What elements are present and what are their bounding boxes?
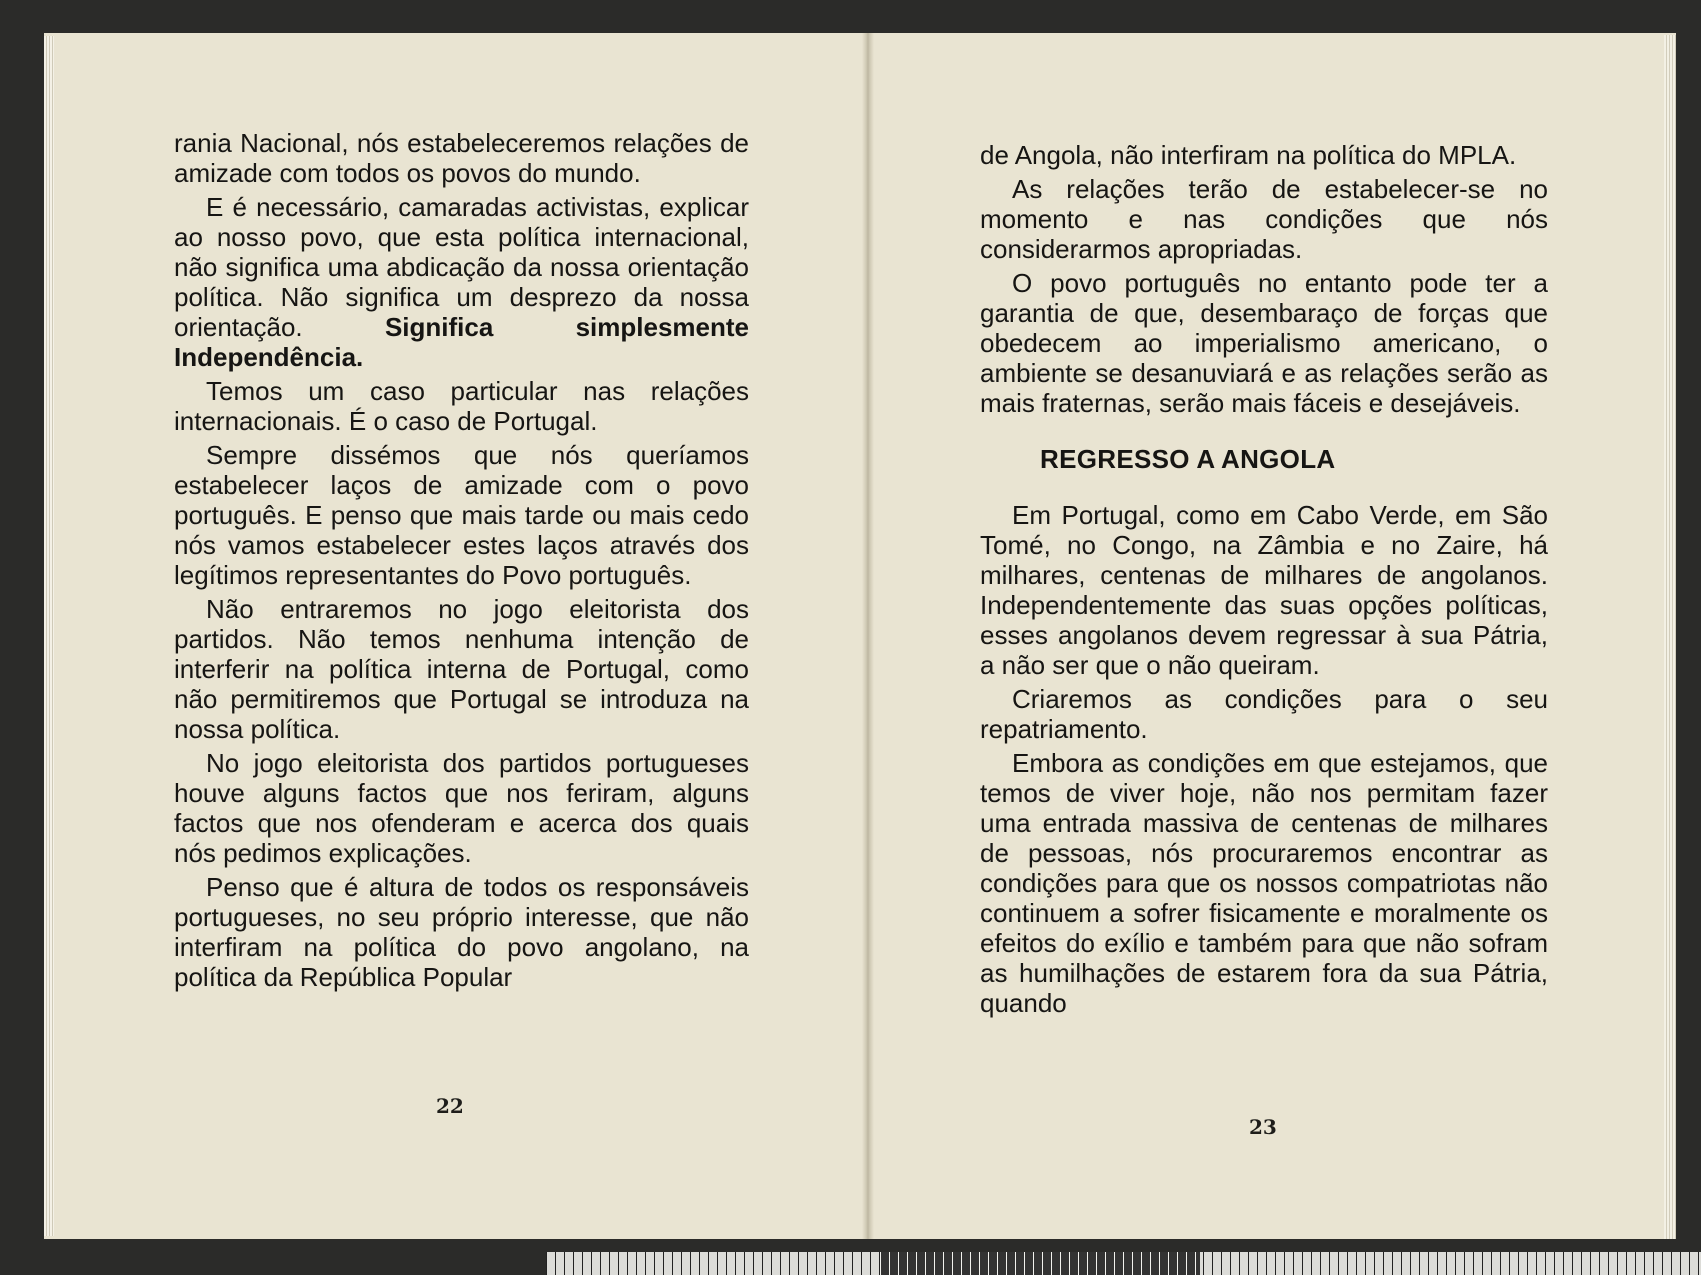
paragraph: Sempre dissémos que nós queríamos estabelecer laços de amizade com o povo português. E penso que mais tarde ou mais cedo nós vamos estabelecer estes laços através dos legítimos representantes do Povo português. <box>174 440 749 590</box>
paragraph: rania Nacional, nós estabeleceremos relações de amizade com todos os povos do mundo. <box>174 128 749 188</box>
paragraph: No jogo eleitorista dos partidos portugueses houve alguns factos que nos feriram, alguns factos que nos ofenderam e acerca dos quais nós pedimos explicações. <box>174 748 749 868</box>
book-gutter <box>862 33 874 1239</box>
left-page <box>174 128 749 996</box>
ruler-dark-segment <box>880 1252 1200 1275</box>
paragraph: Criaremos as condições para o seu repatriamento. <box>980 684 1548 744</box>
paragraph <box>174 192 749 372</box>
paragraph-text: E é necessário, camaradas activistas, explicar ao nosso povo, que esta política internacional, não significa uma abdicação da nossa orientação política. Não significa um desprezo da nossa orientação. <box>174 192 749 342</box>
right-page <box>980 140 1548 1022</box>
section-heading: REGRESSO A ANGOLA <box>1040 444 1336 474</box>
paragraph: As relações terão de estabelecer-se no momento e nas condições que nós considerarmos apropriadas. <box>980 174 1548 264</box>
page-edges-right <box>1664 35 1676 1239</box>
paragraph: Penso que é altura de todos os responsáveis portugueses, no seu próprio interesse, que não interfiram na política do povo angolano, na política da República Popular <box>174 872 749 992</box>
paragraph: de Angola, não interfiram na política do MPLA. <box>980 140 1517 170</box>
paragraph: Temos um caso particular nas relações internacionais. É o caso de Portugal. <box>174 376 749 436</box>
paragraph: Embora as condições em que estejamos, que temos de viver hoje, não nos permitam fazer uma entrada massiva de centenas de milhares de pessoas, nós procuraremos encontrar as condições para que os nossos compatriotas não continuem a sofrer fisicamente e moralmente os efeitos do exílio e também para que não sofram as humilhações de estarem fora da sua Pátria, quando <box>980 748 1548 1018</box>
bold-phrase: Significa simplesmente Independência. <box>174 312 749 372</box>
paragraph: Não entraremos no jogo eleitorista dos partidos. Não temos nenhuma intenção de interferir na política interna de Portugal, como não permitiremos que Portugal se introduza na nossa política. <box>174 594 749 744</box>
page-edges-left <box>44 36 54 1236</box>
paragraph: O povo português no entanto pode ter a garantia de que, desembaraço de forças que obedecem ao imperialismo americano, o ambiente se desanuviará e as relações serão as mais fraternas, serão mais fáceis e desejáveis. <box>980 268 1548 418</box>
paragraph: Em Portugal, como em Cabo Verde, em São Tomé, no Congo, na Zâmbia e no Zaire, há milhares, centenas de milhares de angolanos. Independentemente das suas opções políticas, esses angolanos devem regressar à sua Pátria, a não ser que o não queiram. <box>980 500 1548 680</box>
page-number-left: 22 <box>436 1094 464 1118</box>
page-number-right: 23 <box>1249 1115 1277 1139</box>
